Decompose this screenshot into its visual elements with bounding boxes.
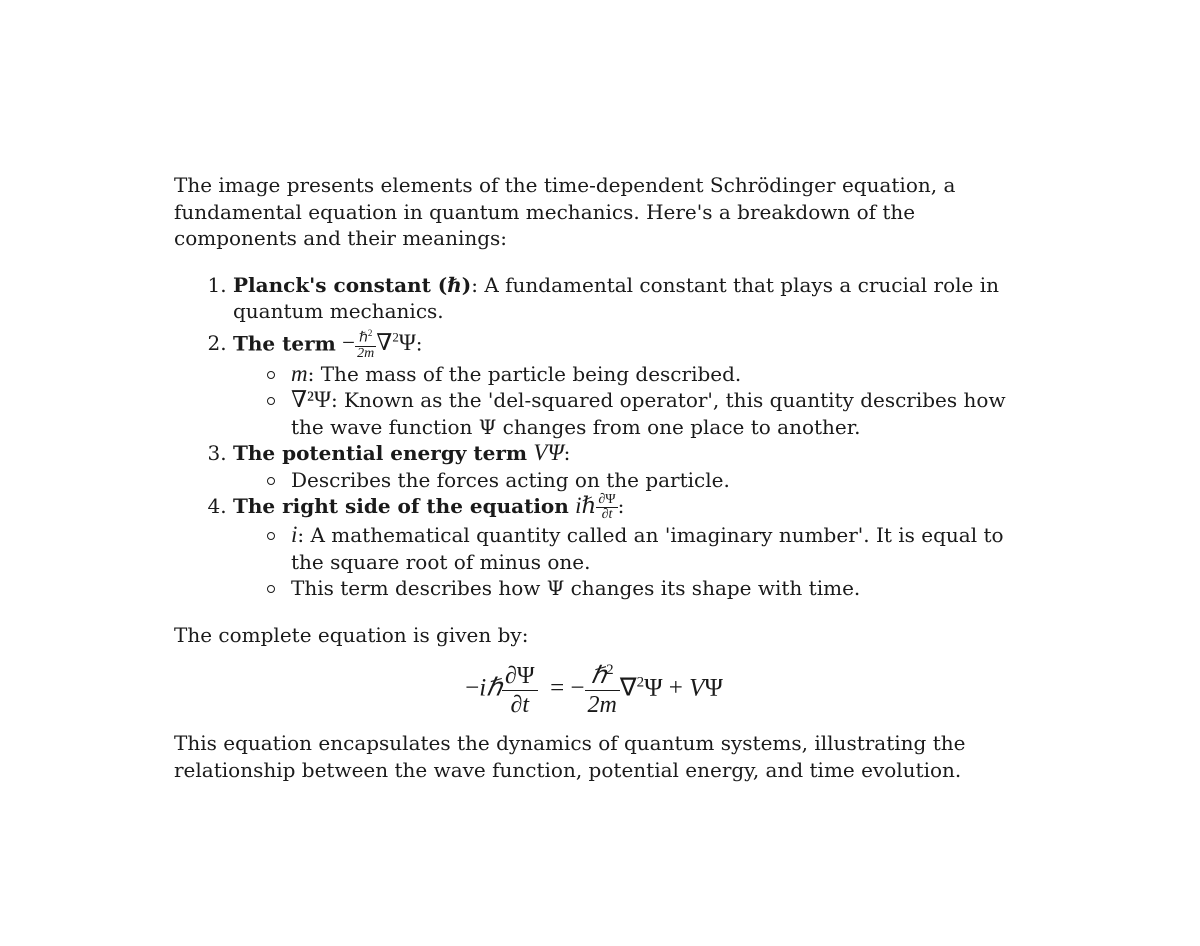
item-title: Planck's constant (ℏ) (233, 272, 472, 297)
component-list (174, 272, 1034, 602)
list-item-right-side: 4. The right side of the equation iℏ $\frac{\partial\Psi}{\partial t}$ : i: A mathematical quantity called an 'imaginary number'. It is equal to the square root of minus one. This term describes how Ψ changes its shape with time. (233, 493, 1034, 602)
symbol: ∇²Ψ (291, 387, 331, 413)
sub-item-del-squared (291, 387, 1034, 440)
intro-paragraph: The image presents elements of the time-dependent Schrödinger equation, a fundamental equation in quantum mechanics. Here's a breakdown of the components and their meanings: (174, 173, 956, 250)
sub-item-forces: Describes the forces acting on the particle. (291, 467, 1034, 494)
sub-item-shape: This term describes how Ψ changes its shape with time. (291, 575, 1034, 602)
sub-text: : A mathematical quantity called an 'imaginary number'. It is equal to the square root of minus one. (291, 523, 1004, 574)
symbol: i (291, 522, 298, 548)
closing-paragraph: This equation encapsulates the dynamics of quantum systems, illustrating the relationship between the wave function, potential energy, and time evolution. (174, 731, 966, 782)
item-desc: : A fundamental constant that plays a crucial role in quantum mechanics. (233, 272, 1000, 323)
item-title: The right side of the equation (233, 494, 569, 519)
sub-list (233, 522, 1034, 602)
item-title: The potential energy term (233, 441, 528, 466)
rhs-formula: iℏ $\frac{\partial\Psi}{\partial t}$ (575, 492, 616, 523)
symbol: m (291, 360, 308, 386)
symbol: VΨ (533, 440, 564, 466)
document (174, 172, 1034, 783)
sub-item-mass (291, 361, 1034, 388)
sub-list (233, 467, 1034, 494)
schrodinger-equation: −iℏ $\frac{\partial\Psi}{\partial t}$ = − $\frac{\hbar^2}{2m}$ ∇$^2$Ψ + VΨ (465, 662, 723, 719)
term-formula: − $\frac{\hbar^2}{2m}$ ∇$^2$Ψ (342, 328, 416, 361)
sub-item-imaginary (291, 522, 1034, 575)
sub-text: : The mass of the particle being described. (307, 361, 742, 386)
list-item-potential: 3. The potential energy term VΨ: Describes the forces acting on the particle. (233, 440, 1034, 493)
sub-list (233, 361, 1034, 441)
sub-text: : Known as the 'del-squared operator', this quantity describes how the wave function Ψ changes from one place to another. (291, 388, 1006, 439)
list-item-laplacian-term: 2. The term − $\frac{\hbar^2}{2m}$ ∇$^2$Ψ: m: The mass of the particle being described. ∇²Ψ: Known as the 'del-squared operator', this quantity describes how the wave function Ψ changes from one place to another. (233, 325, 1034, 441)
equation-intro: The complete equation is given by: (174, 622, 529, 647)
list-item-planck (233, 272, 1034, 325)
item-title: The term (233, 331, 336, 356)
